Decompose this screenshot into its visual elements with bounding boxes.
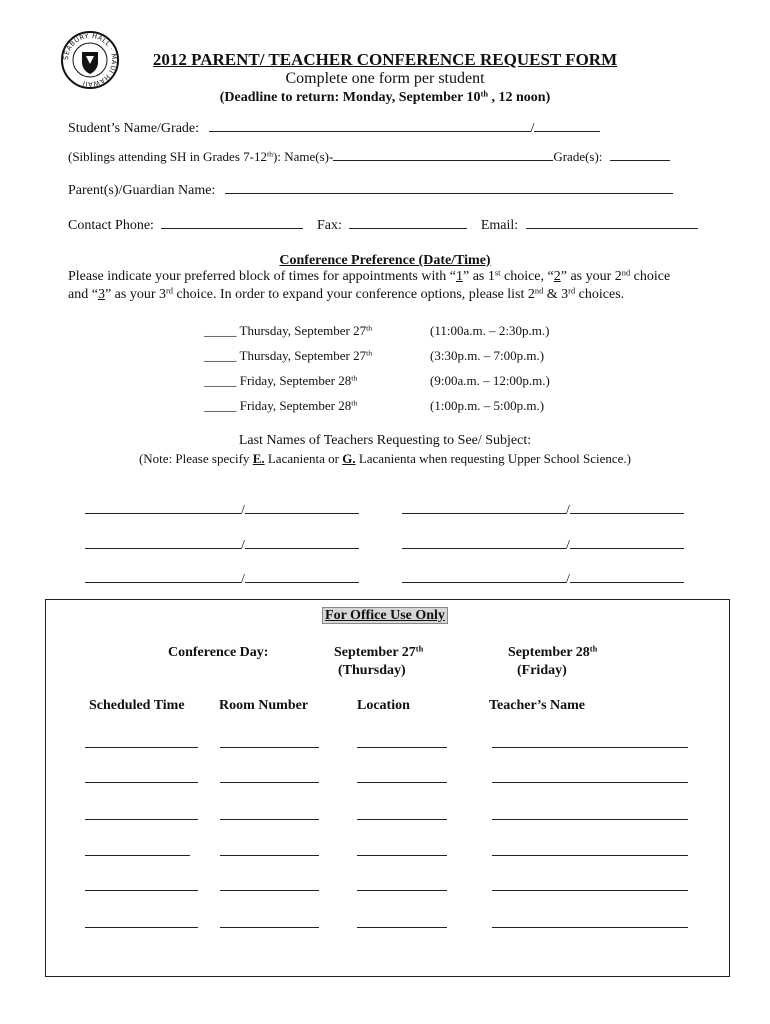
- office-teacher-blank[interactable]: [492, 889, 688, 891]
- col-room-number: Room Number: [219, 698, 309, 713]
- office-time-blank[interactable]: [85, 746, 198, 748]
- office-time-blank[interactable]: [85, 781, 198, 783]
- col-location: Location: [357, 698, 410, 713]
- form-subtitle: Complete one form per student: [285, 70, 485, 87]
- teachers-heading: Last Names of Teachers Requesting to See/ Subject:: [238, 433, 532, 448]
- fax-label: Fax:: [316, 218, 342, 233]
- slot-rank-blank[interactable]: _____: [204, 323, 237, 338]
- student-name-row: Student’s Name/Grade: /: [68, 118, 600, 137]
- email-field[interactable]: [526, 215, 698, 229]
- office-room-blank[interactable]: [220, 746, 319, 748]
- teacher-subject-line[interactable]: /: [402, 569, 684, 588]
- teacher-subject-line[interactable]: /: [85, 500, 359, 519]
- col-teacher-name: Teacher’s Name: [489, 698, 586, 713]
- deadline-notice: (Deadline to return: Monday, September 10th , 12 noon): [219, 89, 551, 105]
- contact-phone-field[interactable]: [161, 215, 303, 229]
- time-slot-row: [204, 323, 372, 339]
- slot-rank-blank[interactable]: _____: [204, 398, 237, 413]
- teacher-subject-line[interactable]: /: [85, 535, 359, 554]
- office-teacher-blank[interactable]: [492, 781, 688, 783]
- office-room-blank[interactable]: [220, 781, 319, 783]
- slot-rank-blank[interactable]: _____: [204, 373, 237, 388]
- time-slot-row: [204, 398, 357, 414]
- office-use-title: For Office Use Only: [0, 606, 770, 624]
- time-slot-row: [204, 373, 357, 389]
- slot-day: Thursday, September 27th: [239, 348, 373, 363]
- day1-weekday: (Thursday): [338, 663, 406, 678]
- office-location-blank[interactable]: [357, 926, 447, 928]
- day2-date: September 28th: [508, 644, 598, 660]
- office-time-blank[interactable]: [85, 854, 190, 856]
- office-room-blank[interactable]: [220, 854, 319, 856]
- student-name-field[interactable]: [209, 118, 531, 132]
- office-time-blank[interactable]: [85, 818, 198, 820]
- email-label: Email:: [480, 218, 519, 233]
- office-room-blank[interactable]: [220, 818, 319, 820]
- form-title: 2012 PARENT/ TEACHER CONFERENCE REQUEST FORM: [152, 50, 618, 69]
- slot-rank-blank[interactable]: _____: [204, 348, 237, 363]
- slot-time: (1:00p.m. – 5:00p.m.): [430, 398, 545, 413]
- office-time-blank[interactable]: [85, 926, 198, 928]
- office-room-blank[interactable]: [220, 889, 319, 891]
- contact-phone-label: Contact Phone:: [68, 218, 154, 233]
- student-name-label: Student’s Name/Grade:: [68, 121, 200, 136]
- office-teacher-blank[interactable]: [492, 818, 688, 820]
- conference-preference-heading: Conference Preference (Date/Time): [279, 253, 491, 268]
- parent-name-field[interactable]: [225, 180, 673, 194]
- siblings-names-field[interactable]: [333, 147, 553, 161]
- office-location-blank[interactable]: [357, 746, 447, 748]
- slot-time: (11:00a.m. – 2:30p.m.): [430, 323, 550, 338]
- preference-instructions: Please indicate your preferred block of times for appointments with “1” as 1st choice, “2” as your 2nd choice and “3” as your 3rd choice. In order to expand your conference options, please list 2nd & 3rd choices.: [68, 268, 671, 302]
- slot-day: Thursday, September 27th: [239, 323, 373, 338]
- teacher-subject-line[interactable]: /: [402, 535, 684, 554]
- parent-row: [68, 180, 673, 199]
- day1-date: September 27th: [334, 644, 424, 660]
- teacher-subject-line[interactable]: /: [402, 500, 684, 519]
- siblings-grades-field[interactable]: [610, 147, 670, 161]
- office-time-blank[interactable]: [85, 889, 198, 891]
- slot-day: Friday, September 28th: [239, 398, 358, 413]
- seal-text: SEABURY HALL · MAUI HAWAII: [61, 31, 119, 89]
- parent-label: Parent(s)/Guardian Name:: [68, 183, 216, 198]
- day2-weekday: (Friday): [517, 663, 567, 678]
- student-grade-field[interactable]: [534, 118, 600, 132]
- office-location-blank[interactable]: [357, 781, 447, 783]
- office-teacher-blank[interactable]: [492, 854, 688, 856]
- office-teacher-blank[interactable]: [492, 746, 688, 748]
- teacher-subject-line[interactable]: /: [85, 569, 359, 588]
- contact-row: [68, 215, 698, 234]
- office-location-blank[interactable]: [357, 818, 447, 820]
- fax-field[interactable]: [349, 215, 467, 229]
- slot-day: Friday, September 28th: [239, 373, 358, 388]
- office-room-blank[interactable]: [220, 926, 319, 928]
- conference-day-label: Conference Day:: [168, 645, 269, 660]
- office-teacher-blank[interactable]: [492, 926, 688, 928]
- office-location-blank[interactable]: [357, 854, 447, 856]
- slot-time: (9:00a.m. – 12:00p.m.): [430, 373, 550, 388]
- slot-time: (3:30p.m. – 7:00p.m.): [430, 348, 545, 363]
- col-scheduled-time: Scheduled Time: [89, 698, 185, 713]
- teachers-note: (Note: Please specify E. Lacanienta or G. Lacanienta when requesting Upper School Science.): [138, 451, 632, 466]
- time-slot-row: [204, 348, 372, 364]
- office-location-blank[interactable]: [357, 889, 447, 891]
- siblings-row: (Siblings attending SH in Grades 7-12th): Name(s)- Grade(s):: [68, 147, 670, 165]
- siblings-label: (Siblings attending SH in Grades 7-12th): Name(s)-: [68, 149, 334, 164]
